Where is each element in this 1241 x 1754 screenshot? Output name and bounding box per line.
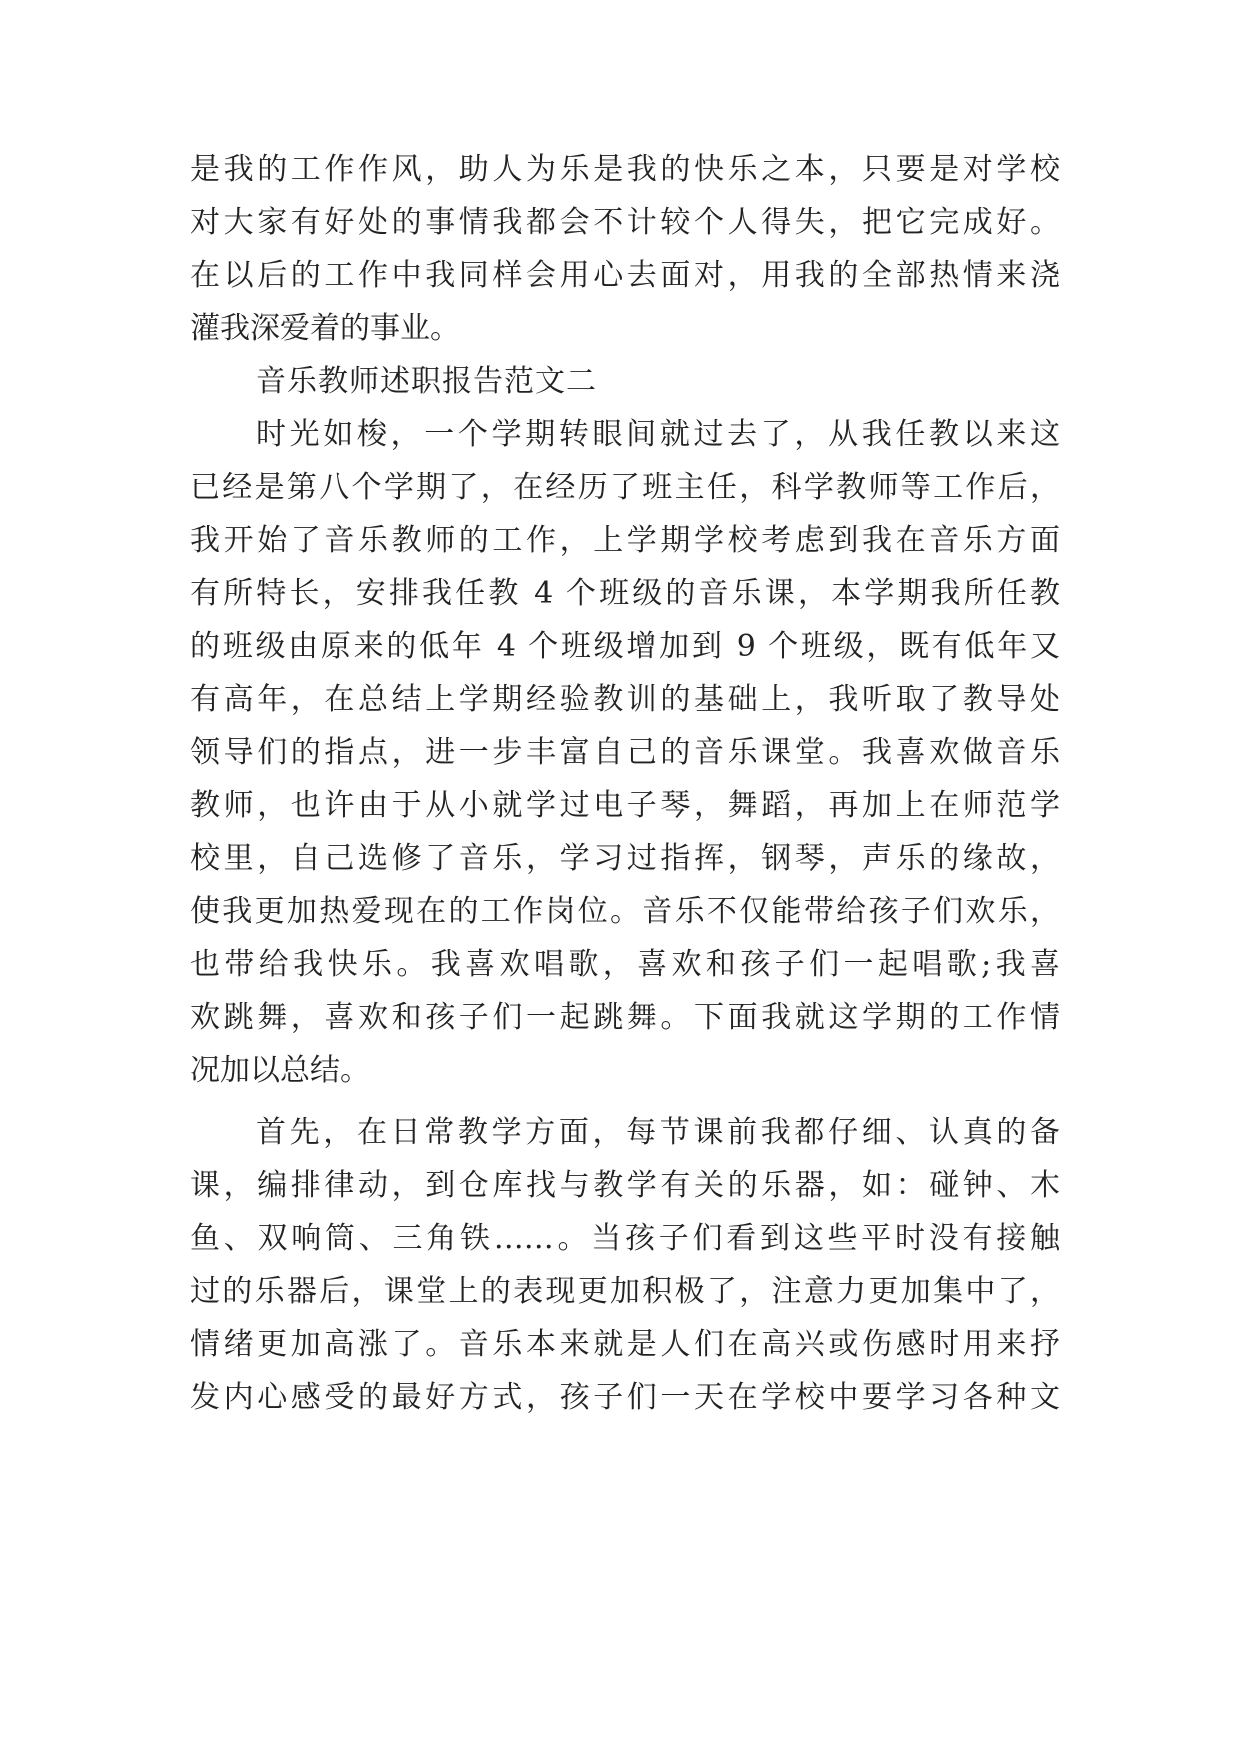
text-line: 时光如梭，一个学期转眼间就过去了，从我任教以来这 (256, 417, 1060, 452)
text-line: 有所特长，安排我任教 4 个班级的音乐课，本学期我所任教 (190, 576, 1060, 611)
text-line: 欢跳舞，喜欢和孩子们一起跳舞。下面我就这学期的工作情 (190, 1000, 1060, 1035)
text-line: 过的乐器后，课堂上的表现更加积极了，注意力更加集中了， (190, 1274, 1060, 1309)
text-line: 况加以总结。 (190, 1053, 370, 1088)
text-line: 情绪更加高涨了。音乐本来就是人们在高兴或伤感时用来抒 (190, 1327, 1060, 1362)
text-line: 对大家有好处的事情我都会不计较个人得失，把它完成好。 (190, 205, 1060, 240)
text-line: 灌我深爱着的事业。 (190, 311, 460, 346)
text-line: 也带给我快乐。我喜欢唱歌，喜欢和孩子们一起唱歌;我喜 (190, 947, 1060, 982)
text-line: 在以后的工作中我同样会用心去面对，用我的全部热情来浇 (190, 258, 1060, 293)
text-line: 教师，也许由于从小就学过电子琴，舞蹈，再加上在师范学 (190, 788, 1060, 823)
text-line: 发内心感受的最好方式，孩子们一天在学校中要学习各种文 (190, 1380, 1060, 1415)
text-line: 有高年，在总结上学期经验教训的基础上，我听取了教导处 (190, 682, 1060, 717)
text-line: 我开始了音乐教师的工作，上学期学校考虑到我在音乐方面 (190, 523, 1060, 558)
text-line: 使我更加热爱现在的工作岗位。音乐不仅能带给孩子们欢乐， (190, 894, 1060, 929)
text-line: 已经是第八个学期了，在经历了班主任，科学教师等工作后， (190, 470, 1060, 505)
text-line: 鱼、双响筒、三角铁……。当孩子们看到这些平时没有接触 (190, 1221, 1060, 1256)
text-line: 校里，自己选修了音乐，学习过指挥，钢琴，声乐的缘故， (190, 841, 1060, 876)
text-line: 首先，在日常教学方面，每节课前我都仔细、认真的备 (256, 1115, 1060, 1150)
text-line: 领导们的指点，进一步丰富自己的音乐课堂。我喜欢做音乐 (190, 735, 1060, 770)
text-line: 的班级由原来的低年 4 个班级增加到 9 个班级，既有低年又 (190, 629, 1060, 664)
text-line: 是我的工作作风，助人为乐是我的快乐之本，只要是对学校 (190, 152, 1060, 187)
section-heading: 音乐教师述职报告范文二 (256, 364, 597, 399)
text-line: 课，编排律动，到仓库找与教学有关的乐器，如：碰钟、木 (190, 1168, 1060, 1203)
